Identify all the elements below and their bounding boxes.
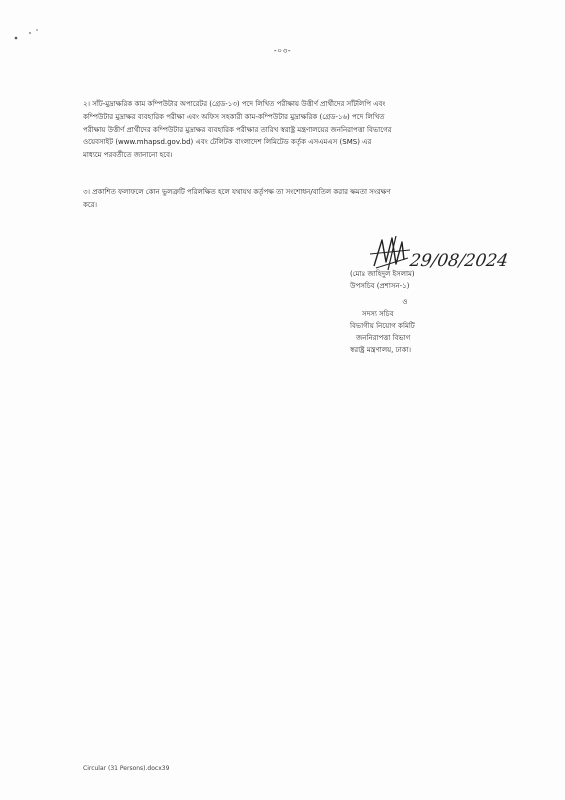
page-number: -০৩-	[273, 46, 292, 55]
footer-filename: Circular (31 Persons).docx39	[83, 765, 170, 772]
svg-text:29/08/2024: 29/08/2024	[408, 251, 510, 271]
signatory-block	[350, 268, 550, 356]
signatory-committee: বিভাগীয় নিয়োগ কমিটি	[350, 322, 415, 330]
paragraph-line: করে।	[83, 200, 98, 209]
paragraph-line: ওয়েবসাইট (www.mhapsd.gov.bd) এবং টেলিটক বাংলাদেশ লিমিটেড কর্তৃক এসএমএস (SMS) এর	[83, 138, 372, 147]
paragraph-3	[83, 186, 483, 212]
paragraph-line: কম্পিউটার মুদ্রাক্ষর ব্যবহারিক পরীক্ষা এবং অফিস সহকারী কাম-কম্পিউটার মুদ্রাক্ষরিক (গ্রেড-১৬) পদে লিখিত	[83, 112, 385, 121]
scan-specks	[10, 24, 50, 44]
signatory-role: সদস্য সচিব	[362, 310, 394, 318]
paragraph-line: ৩। প্রকাশিত ফলাফলে কোন ভুলত্রুটি পরিলক্ষিত হলে যথাযথ কর্তৃপক্ষ তা সংশোধন/বাতিল করার ক্ষমতা সংরক্ষণ	[83, 188, 391, 196]
paragraph-line: পরীক্ষায় উত্তীর্ণ প্রার্থীদের কম্পিউটার মুদ্রাক্ষর ব্যবহারিক পরীক্ষার তারিখ স্বরাষ্ট্র মন্ত্রণালয়ের জননিরাপত্তা বিভাগের	[83, 125, 392, 134]
signatory-division: জননিরাপত্তা বিভাগ	[356, 334, 411, 342]
signatory-name: (মোঃ জাহিদুল ইসলাম)	[350, 270, 415, 278]
signatory-ministry: স্বরাষ্ট্র মন্ত্রণালয়, ঢাকা।	[350, 346, 412, 354]
paragraph-2	[83, 98, 483, 162]
signatory-designation: উপসচিব (প্রশাসন-১)	[350, 282, 410, 290]
paragraph-line: মাধ্যমে পরবর্তীতে জানানো হবে।	[83, 151, 173, 160]
signatory-conjunction: ও	[402, 298, 408, 306]
paragraph-line: ২। সাঁট-মুদ্রাক্ষরিক কাম কম্পিউটার অপারেটর (গ্রেড-১৩) পদে লিখিত পরীক্ষায় উত্তীর্ণ প্রার্থীদের সাঁটলিপি এবং	[83, 100, 386, 108]
